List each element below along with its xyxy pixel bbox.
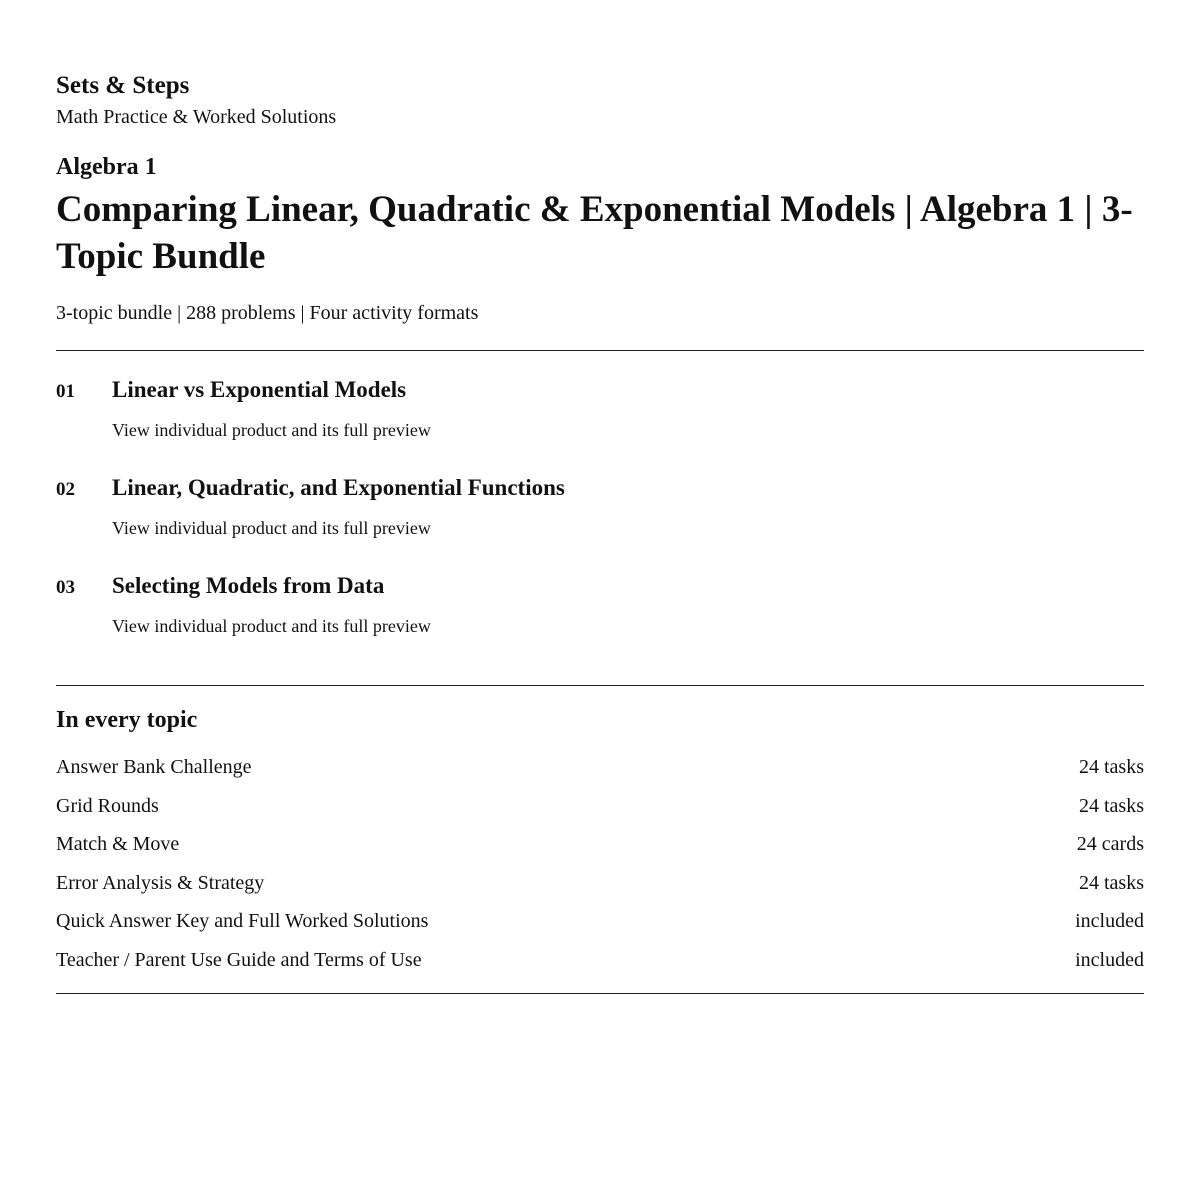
brand-tagline: Math Practice & Worked Solutions [56,106,337,128]
contents-row [56,752,1144,791]
contents-row [56,868,1144,907]
view-product-link[interactable]: View individual product and its full preview [112,420,431,440]
subject-label: Algebra 1 [56,154,157,180]
contents-item-label: Teacher / Parent Use Guide and Terms of Use [56,948,422,971]
view-product-link[interactable]: View individual product and its full preview [112,518,431,538]
divider [56,993,1144,994]
contents-item-label: Error Analysis & Strategy [56,871,265,894]
contents-list [56,752,1144,984]
topic-number: 02 [56,479,75,500]
product-title: Comparing Linear, Quadratic & Exponential Models | Algebra 1 | 3-Topic Bundle [56,189,1133,277]
contents-row [56,791,1144,830]
product-summary: 3-topic bundle | 288 problems | Four activity formats [56,302,479,324]
contents-item-value: 24 tasks [1079,756,1144,778]
divider [56,350,1144,351]
contents-item-value: included [1075,948,1144,971]
contents-item-value: included [1075,910,1144,933]
contents-item-label: Grid Rounds [56,794,159,817]
topic-item [56,572,1144,642]
contents-item-label: Quick Answer Key and Full Worked Solutions [56,910,429,933]
view-product-link[interactable]: View individual product and its full preview [112,616,431,636]
contents-heading: In every topic [56,707,198,733]
topic-title-link[interactable]: Linear vs Exponential Models [112,377,407,402]
topic-title-link[interactable]: Linear, Quadratic, and Exponential Functions [112,475,565,500]
brand-name: Sets & Steps [56,72,190,99]
topic-number: 03 [56,577,75,598]
topic-title-link[interactable]: Selecting Models from Data [112,573,385,598]
contents-item-value: 24 tasks [1079,794,1144,817]
divider [56,685,1144,686]
contents-row [56,829,1144,868]
contents-item-value: 24 cards [1076,833,1144,856]
contents-row [56,945,1144,984]
topic-item [56,474,1144,544]
contents-item-label: Answer Bank Challenge [56,756,252,778]
topic-number: 01 [56,381,75,402]
contents-item-value: 24 tasks [1079,871,1144,894]
contents-row [56,906,1144,945]
contents-item-label: Match & Move [56,833,180,856]
topic-item [56,376,1144,446]
